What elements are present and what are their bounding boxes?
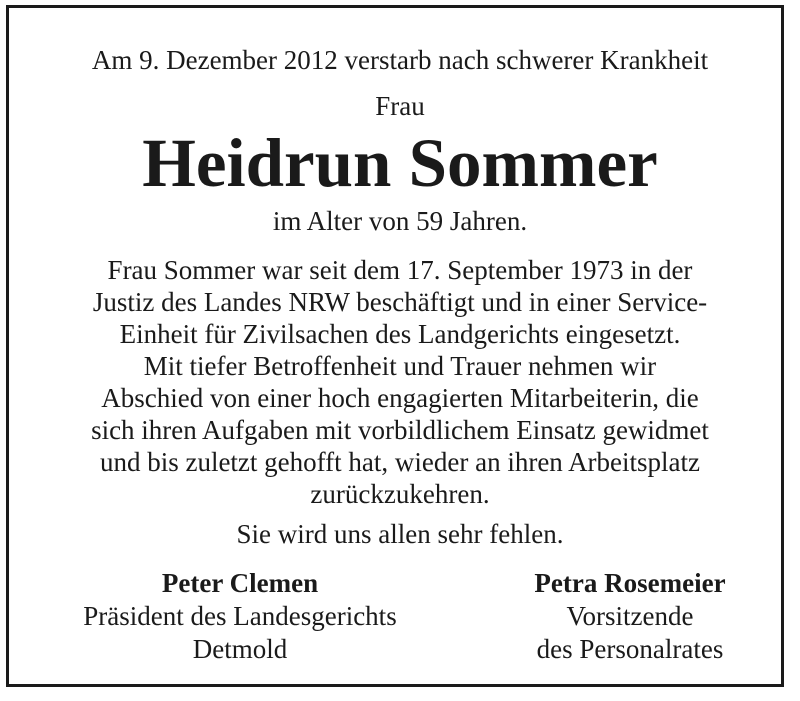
- signature-right: [470, 567, 790, 666]
- signer-title: Vorsitzende: [566, 601, 694, 631]
- signature-left: [40, 567, 440, 666]
- notice-body: [0, 254, 800, 510]
- deceased-name: Heidrun Sommer: [142, 125, 658, 201]
- signer-title: Präsident des Landesgerichts: [83, 601, 397, 631]
- body-line: Einheit für Zivilsachen des Landgerichts eingesetzt.: [119, 319, 681, 349]
- intro-line: Am 9. Dezember 2012 verstarb nach schwerer Krankheit: [91, 45, 709, 75]
- body-line: Mit tiefer Betroffenheit und Trauer nehmen wir: [143, 351, 657, 381]
- age-line: im Alter von 59 Jahren.: [272, 206, 528, 236]
- closing-line: Sie wird uns allen sehr fehlen.: [236, 519, 564, 549]
- signer-name: Petra Rosemeier: [534, 568, 726, 598]
- body-line: und bis zuletzt gehofft hat, wieder an ihren Arbeitsplatz: [99, 447, 701, 477]
- body-line: sich ihren Aufgaben mit vorbildlichem Einsatz gewidmet: [91, 415, 709, 445]
- body-line: Abschied von einer hoch engagierten Mitarbeiterin, die: [101, 383, 699, 413]
- body-line: zurückzukehren.: [310, 479, 490, 509]
- signer-place: Detmold: [192, 634, 288, 664]
- signer-org: des Personalrates: [536, 634, 724, 664]
- body-line: Justiz des Landes NRW beschäftigt und in einer Service-: [92, 287, 708, 317]
- signer-name: Peter Clemen: [161, 568, 319, 598]
- salutation: Frau: [375, 91, 425, 121]
- body-line: Frau Sommer war seit dem 17. September 1973 in der: [107, 255, 693, 285]
